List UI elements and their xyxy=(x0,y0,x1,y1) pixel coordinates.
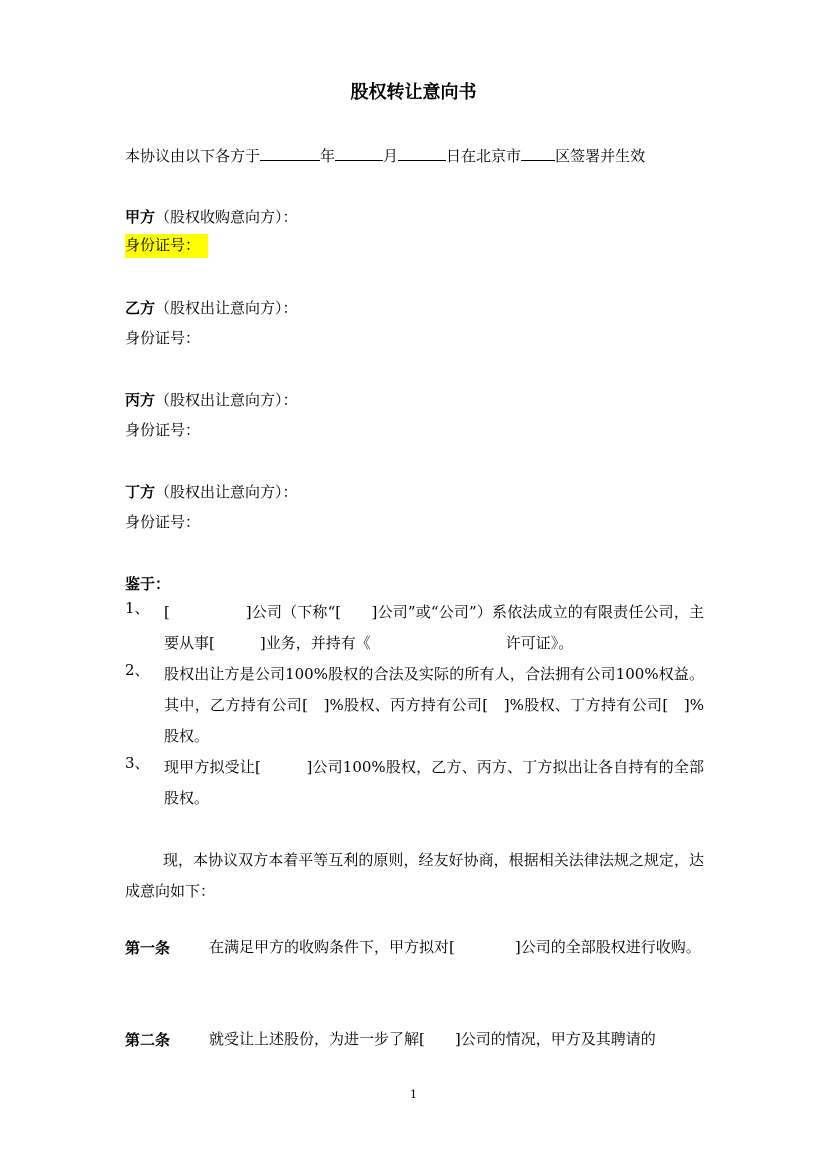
whereas-item-1-text: [ ]公司（下称“[ ]公司”或“公司”）系依法成立的有限责任公司，主要从事[ ]业务，并持有《 许可证》。 xyxy=(164,603,704,652)
intro-text-3: 月 xyxy=(383,147,399,165)
signing-statement xyxy=(125,145,645,166)
party-d-id-line xyxy=(125,511,200,532)
party-a-role: （股权收购意向方）： xyxy=(155,208,298,226)
year-blank xyxy=(260,146,320,161)
party-d-line xyxy=(125,481,298,502)
article-2-text: 就受让上述股份，为进一步了解[ ]公司的情况，甲方及其聘请的 xyxy=(209,1030,656,1048)
intro-text-5: 区签署并生效 xyxy=(555,147,646,165)
party-c-id-line xyxy=(125,419,200,440)
party-a-name: 甲方 xyxy=(125,208,156,226)
party-b-role: （股权出让意向方）： xyxy=(155,299,298,317)
party-c-role: （股权出让意向方）： xyxy=(155,391,298,409)
party-a-id-line xyxy=(125,234,208,255)
party-c-id-label: 身份证号： xyxy=(125,421,201,439)
party-b-name: 乙方 xyxy=(125,299,156,317)
party-d-id-label: 身份证号： xyxy=(125,513,201,531)
party-a-id-label: 身份证号： xyxy=(125,234,208,258)
party-c-name: 丙方 xyxy=(125,391,156,409)
page-number: 1 xyxy=(410,1088,417,1101)
party-a-line xyxy=(125,206,298,227)
intro-text-1: 本协议由以下各方于 xyxy=(125,147,261,165)
party-d-role: （股权出让意向方）： xyxy=(155,483,298,501)
party-b-id-label: 身份证号： xyxy=(125,329,201,347)
article-1-number: 第一条 xyxy=(125,939,171,957)
document-title: 股权转让意向书 xyxy=(350,82,477,103)
whereas-heading: 鉴于： xyxy=(125,575,171,593)
district-blank xyxy=(521,146,555,161)
article-1-text: 在满足甲方的收购条件下，甲方拟对[ ]公司的全部股权进行收购。 xyxy=(209,938,701,956)
whereas-item-2-text: 股权出让方是公司100%股权的合法及实际的所有人，合法拥有公司100%权益。其中，乙方持有公司[ ]%股权、丙方持有公司[ ]%股权、丁方持有公司[ ]%股权。 xyxy=(164,665,704,745)
day-blank xyxy=(398,146,446,161)
party-b-id-line xyxy=(125,327,200,348)
article-2-number: 第二条 xyxy=(125,1031,171,1049)
intro-text-2: 年 xyxy=(320,147,336,165)
preamble-paragraph: 现，本协议双方本着平等互利的原则，经友好协商，根据相关法律法规之规定，达成意向如下： xyxy=(125,851,704,900)
whereas-item-3-text: 现甲方拟受让[ ]公司100%股权，乙方、丙方、丁方拟出让各自持有的全部股权。 xyxy=(164,758,704,807)
whereas-item-2-number: 2、 xyxy=(125,661,150,679)
whereas-item-3-number: 3、 xyxy=(125,754,150,772)
whereas-item-1-number: 1、 xyxy=(125,599,150,617)
month-blank xyxy=(335,146,383,161)
party-c-line xyxy=(125,389,298,410)
intro-text-4: 日在北京市 xyxy=(446,147,522,165)
party-d-name: 丁方 xyxy=(125,483,156,501)
party-b-line xyxy=(125,297,298,318)
